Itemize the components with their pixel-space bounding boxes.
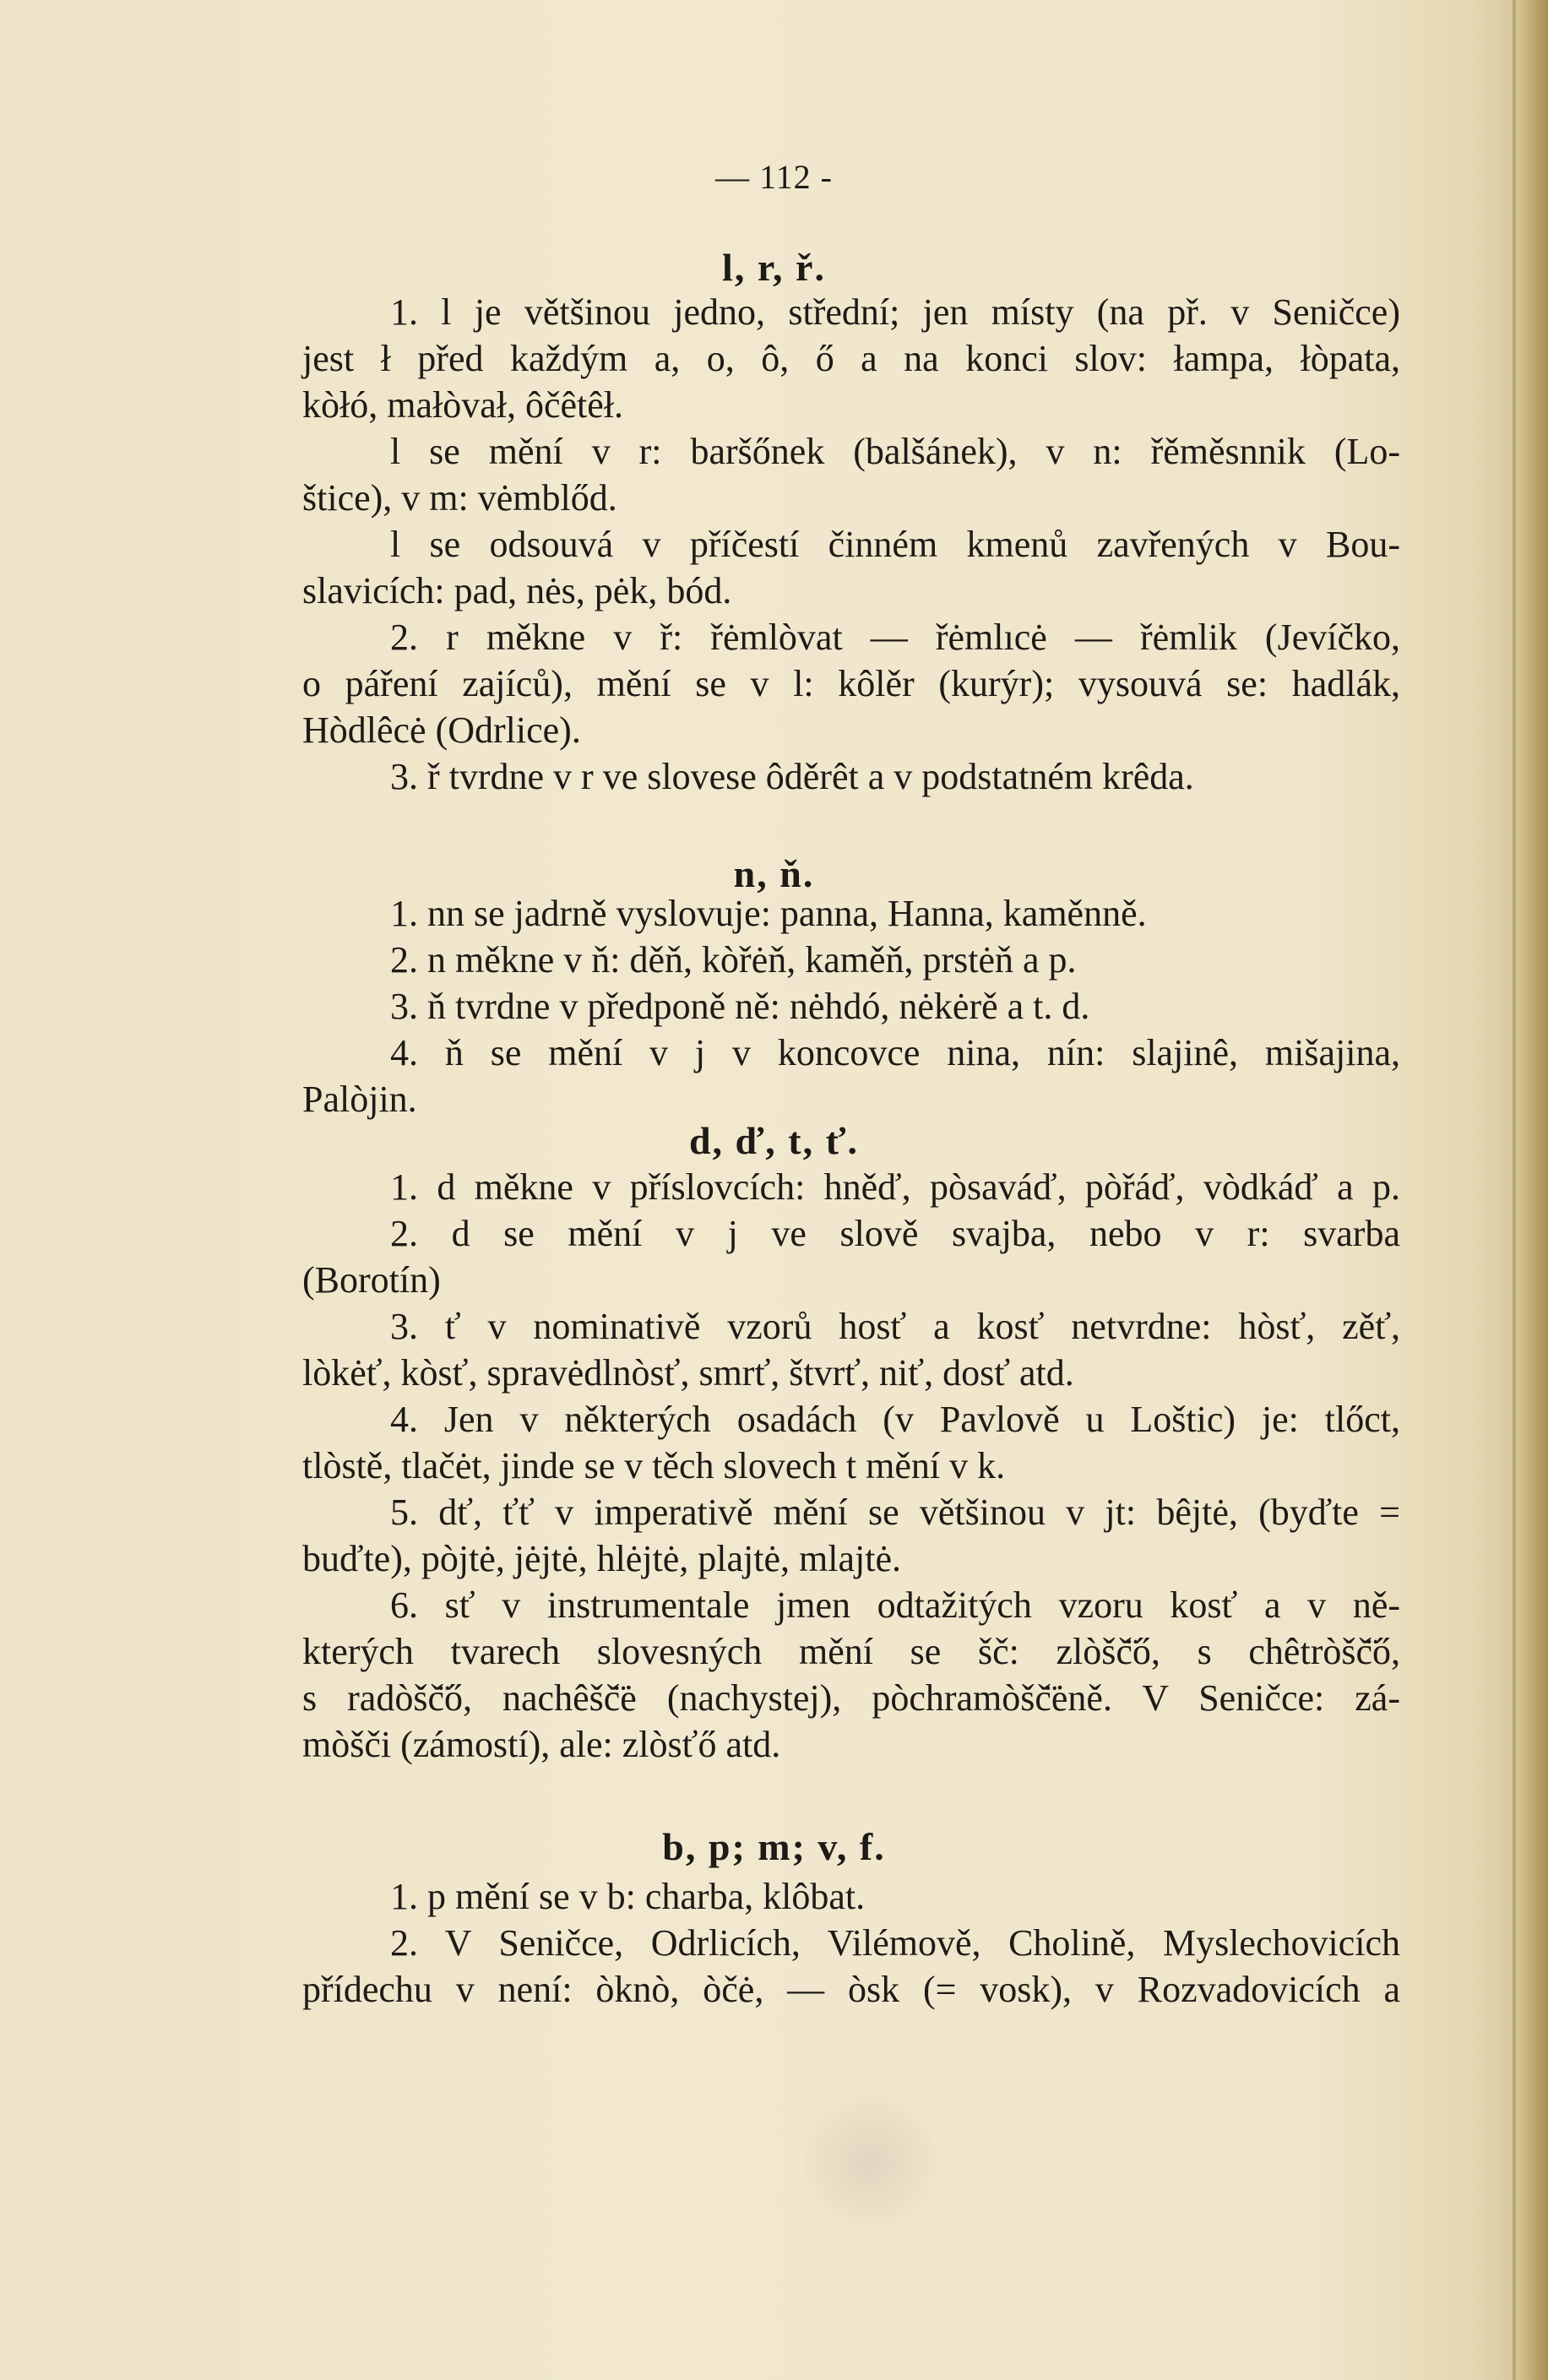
text-line: (Borotín): [302, 1259, 441, 1301]
text-line: kterých tvarech slovesných mění se šč: zlòšč̈ő, s chêtròšč̈ő,: [302, 1631, 1400, 1672]
section-heading-n: n, ň.: [733, 852, 815, 895]
section-body-l-r: [302, 289, 1400, 800]
text-line: s radòšč̈ő, nachêšč̈ė (nachystej), pòchramòšč̈ėně. V Seničce: zá-: [302, 1677, 1400, 1719]
text-line: 1. l je většinou jedno, střední; jen místy (na př. v Seničce): [390, 291, 1400, 333]
text-line: 1. d měkne v příslovcích: hněď, pòsaváď, pòřáď, vòdkáď a p.: [390, 1166, 1400, 1208]
text-line: tlòstě, tlačėt, jinde se v těch slovech t mění v k.: [302, 1445, 1006, 1486]
page-number: — 112 -: [715, 158, 833, 196]
text-line: 2. r měkne v ř: řėmlòvat — řėmlıcė — řėmlik (Jevíčko,: [390, 617, 1400, 658]
text-line: 2. d se mění v j ve slově svajba, nebo v r: svarba: [390, 1213, 1400, 1254]
text-line: 1. p mění se v b: charba, klôbat.: [390, 1876, 866, 1917]
text-line: kòłó, małòvał, ôčêtêł.: [302, 384, 623, 426]
text-line: Palòjin.: [302, 1079, 417, 1120]
text-line: 6. sť v instrumentale jmen odtažitých vzoru kosť a v ně-: [390, 1584, 1400, 1626]
page-edge: [1516, 0, 1548, 2380]
text-line: mòšči (zámostí), ale: zlòsťő atd.: [302, 1724, 781, 1765]
text-line: 3. ť v nominativě vzorů hosť a kosť netvrdne: hòsť, zěť,: [390, 1306, 1400, 1347]
text-line: 1. nn se jadrně vyslovuje: panna, Hanna, kaměnně.: [390, 893, 1147, 934]
paper-stain: [802, 2086, 937, 2238]
text-line: 3. ř tvrdne v r ve slovese ôděrêt a v podstatném krêda.: [390, 756, 1194, 797]
text-line: 4. ň se mění v j v koncovce nina, nín: slajinê, mišajina,: [390, 1032, 1400, 1073]
text-line: 5. dť, ťť v imperativě mění se většinou v jt: bêjtė, (byďte =: [390, 1492, 1400, 1533]
text-line: štice), v m: vėmblőd.: [302, 477, 617, 519]
text-line: přídechu v není: òknò, òčė, — òsk (= vosk), v Rozvadovicích a: [302, 1969, 1400, 2010]
text-line: Hòdlêcė (Odrlice).: [302, 709, 581, 751]
text-line: 2. V Seničce, Odrlicích, Vilémově, Cholině, Myslechovicích: [390, 1922, 1400, 1964]
text-line: lòkėť, kòsť, spravėdlnòsť, smrť, štvrť, niť, dosť atd.: [302, 1352, 1074, 1394]
text-line: jest ł před každým a, o, ô, ő a na konci slov: łampa, łòpata,: [302, 338, 1400, 379]
page-edge-shadow: [1513, 0, 1516, 2380]
text-line: 3. ň tvrdne v předponě ně: nėhdó, nėkėrě a t. d.: [390, 986, 1090, 1027]
section-heading-l-r: l, r, ř.: [722, 246, 826, 289]
text-line: slavicích: pad, nės, pėk, bód.: [302, 570, 732, 611]
text-line: 2. n měkne v ň: děň, kòřėň, kaměň, prstėň a p.: [390, 939, 1077, 981]
text-line: l se odsouvá v příčestí činném kmenů zavřených v Bou-: [390, 524, 1400, 565]
text-line: l se mění v r: baršőnek (balšánek), v n: řěměsnnik (Lo-: [390, 431, 1400, 472]
section-body-n: [302, 890, 1400, 1122]
section-body-b-p: [302, 1873, 1400, 2013]
text-line: o páření zajíců), mění se v l: kôlěr (kurýr); vysouvá se: hadlák,: [302, 663, 1400, 704]
section-heading-b-p: b, p; m; v, f.: [662, 1825, 886, 1868]
text-line: 4. Jen v některých osadách (v Pavlově u Loštic) je: tlőct,: [390, 1399, 1400, 1440]
section-heading-d-t: d, ď, t, ť.: [688, 1119, 860, 1162]
text-line: buďte), pòjtė, jėjtė, hlėjtė, plajtė, mlajtė.: [302, 1538, 901, 1579]
section-body-d-t: [302, 1164, 1400, 1768]
